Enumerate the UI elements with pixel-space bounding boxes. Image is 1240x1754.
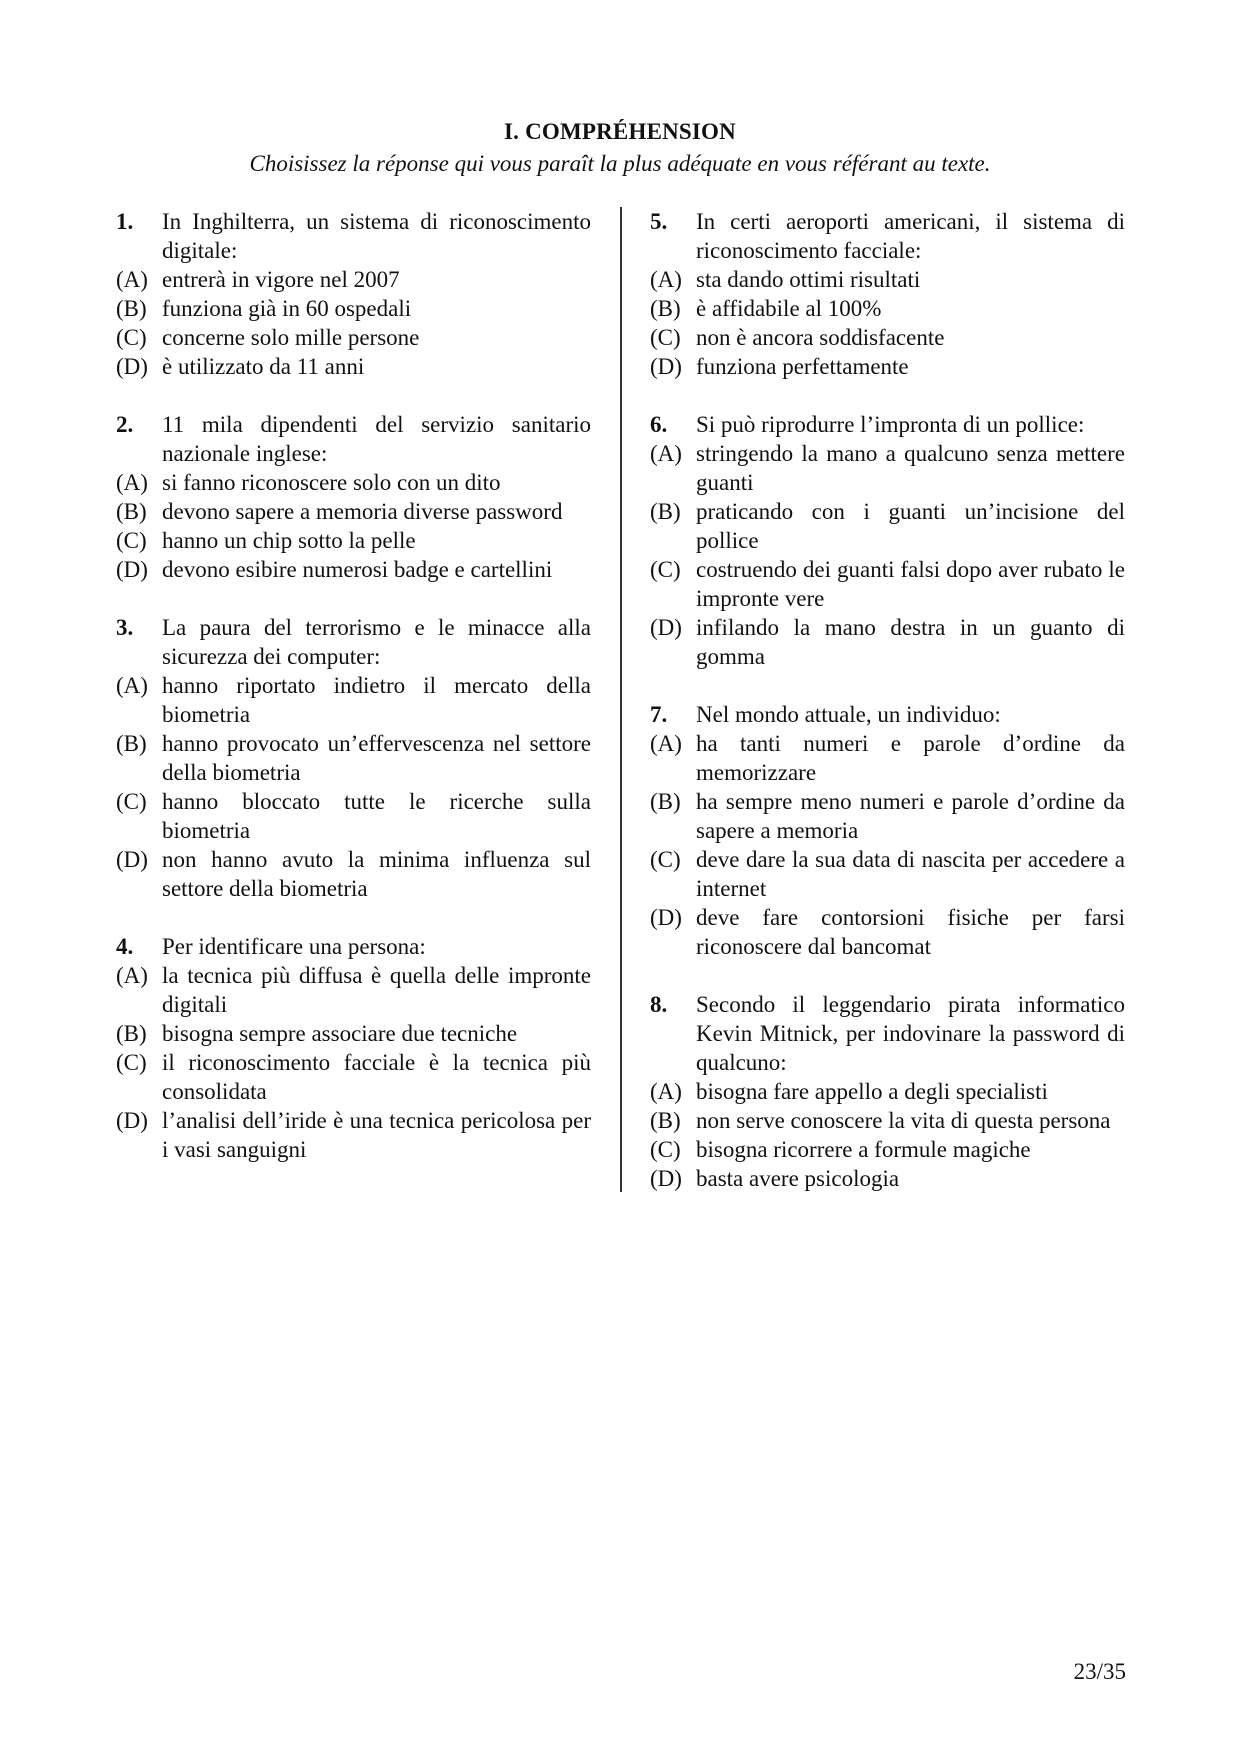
option-label: (C) [650,325,681,350]
option-text: non hanno avuto la minima influenza sul settore della biometria [162,847,591,901]
option-label: (A) [116,673,148,698]
option-text: è utilizzato da 11 anni [162,354,365,379]
option-label: (A) [650,1079,682,1104]
left-column [116,207,591,1193]
question-2 [116,410,591,584]
option-label: (D) [650,1166,682,1191]
option-label: (D) [116,847,148,872]
question-7 [650,700,1125,961]
option-c [650,845,1125,903]
option-label: (B) [116,731,147,756]
option-text: devono sapere a memoria diverse password [162,499,563,524]
option-text: infilando la mano destra in un guanto di gomma [696,615,1125,669]
question-8 [650,990,1125,1193]
option-d [650,903,1125,961]
option-a [116,265,591,294]
option-label: (B) [650,296,681,321]
question-text: Secondo il leggendario pirata informatico Kevin Mitnick, per indovinare la password di qualcuno: [696,992,1125,1075]
option-text: sta dando ottimi risultati [696,267,921,292]
option-c [650,1135,1125,1164]
option-label: (D) [116,354,148,379]
option-d [650,613,1125,671]
option-text: funziona già in 60 ospedali [162,296,412,321]
option-label: (D) [116,557,148,582]
section-header [0,116,1240,180]
option-text: funziona perfettamente [696,354,909,379]
option-d [116,555,591,584]
option-text: devono esibire numerosi badge e cartellini [162,557,553,582]
option-label: (D) [650,905,682,930]
option-d [116,352,591,381]
option-b [650,497,1125,555]
option-text: hanno bloccato tutte le ricerche sulla biometria [162,789,591,843]
option-label: (C) [116,1050,147,1075]
question-number: 3. [116,615,134,640]
option-label: (A) [650,441,682,466]
option-label: (D) [650,354,682,379]
option-label: (C) [116,325,147,350]
option-label: (A) [650,731,682,756]
question-number: 2. [116,412,134,437]
option-label: (A) [116,470,148,495]
question-5 [650,207,1125,381]
option-d [650,352,1125,381]
option-label: (A) [116,963,148,988]
option-b [650,294,1125,323]
question-text: In Inghilterra, un sistema di riconoscimento digitale: [162,209,591,263]
question-text: In certi aeroporti americani, il sistema di riconoscimento facciale: [696,209,1125,263]
option-c [116,1048,591,1106]
option-b [116,497,591,526]
option-a [116,961,591,1019]
option-text: bisogna sempre associare due tecniche [162,1021,518,1046]
option-text: ha sempre meno numeri e parole d’ordine da sapere a memoria [696,789,1125,843]
option-text: deve dare la sua data di nascita per accedere a internet [696,847,1125,901]
option-text: bisogna ricorrere a formule magiche [696,1137,1031,1162]
question-text: Nel mondo attuale, un individuo: [696,702,1001,727]
question-number: 1. [116,209,134,234]
question-1 [116,207,591,381]
option-c [650,323,1125,352]
question-number: 4. [116,934,134,959]
option-a [650,1077,1125,1106]
option-text: bisogna fare appello a degli specialisti [696,1079,1048,1104]
option-label: (B) [650,1108,681,1133]
option-text: entrerà in vigore nel 2007 [162,267,400,292]
option-a [650,265,1125,294]
option-b [116,294,591,323]
question-number: 7. [650,702,668,727]
option-text: praticando con i guanti un’incisione del pollice [696,499,1125,553]
option-b [650,787,1125,845]
option-b [116,729,591,787]
option-d [116,1106,591,1164]
question-text: 11 mila dipendenti del servizio sanitario nazionale inglese: [162,412,591,466]
option-label: (B) [116,499,147,524]
option-a [650,729,1125,787]
option-text: è affidabile al 100% [696,296,882,321]
option-c [650,555,1125,613]
question-text: La paura del terrorismo e le minacce alla sicurezza dei computer: [162,615,591,669]
option-c [116,323,591,352]
option-text: hanno provocato un’effervescenza nel settore della biometria [162,731,591,785]
option-d [116,845,591,903]
option-label: (A) [650,267,682,292]
option-label: (B) [116,296,147,321]
option-label: (C) [650,557,681,582]
option-a [650,439,1125,497]
question-text: Per identificare una persona: [162,934,426,959]
option-label: (A) [116,267,148,292]
option-text: il riconoscimento facciale è la tecnica più consolidata [162,1050,591,1104]
option-label: (C) [116,528,147,553]
question-3 [116,613,591,903]
option-text: stringendo la mano a qualcuno senza mettere guanti [696,441,1125,495]
option-label: (B) [650,789,681,814]
option-label: (B) [116,1021,147,1046]
question-4 [116,932,591,1164]
option-c [116,787,591,845]
option-text: concerne solo mille persone [162,325,420,350]
option-text: hanno riportato indietro il mercato della biometria [162,673,591,727]
option-text: si fanno riconoscere solo con un dito [162,470,501,495]
section-title: I. COMPRÉHENSION [504,119,736,144]
question-number: 5. [650,209,668,234]
question-number: 8. [650,992,668,1017]
option-label: (C) [116,789,147,814]
option-a [116,671,591,729]
option-text: hanno un chip sotto la pelle [162,528,416,553]
option-label: (B) [650,499,681,524]
question-number: 6. [650,412,668,437]
right-column [650,207,1125,1222]
option-text: deve fare contorsioni fisiche per farsi riconoscere dal bancomat [696,905,1125,959]
column-divider [620,207,622,1192]
option-text: costruendo dei guanti falsi dopo aver rubato le impronte vere [696,557,1125,611]
option-c [116,526,591,555]
option-b [650,1106,1125,1135]
option-label: (C) [650,1137,681,1162]
option-text: l’analisi dell’iride è una tecnica pericolosa per i vasi sanguigni [162,1108,591,1162]
option-label: (D) [116,1108,148,1133]
option-text: non è ancora soddisfacente [696,325,945,350]
option-text: non serve conoscere la vita di questa persona [696,1108,1111,1133]
option-label: (C) [650,847,681,872]
option-d [650,1164,1125,1193]
section-instructions: Choisissez la réponse qui vous paraît la plus adéquate en vous référant au texte. [249,151,991,176]
option-text: la tecnica più diffusa è quella delle impronte digitali [162,963,591,1017]
option-label: (D) [650,615,682,640]
option-text: ha tanti numeri e parole d’ordine da memorizzare [696,731,1125,785]
option-a [116,468,591,497]
option-text: basta avere psicologia [696,1166,900,1191]
page-number: 23/35 [1073,1659,1126,1684]
question-6 [650,410,1125,671]
question-text: Si può riprodurre l’impronta di un pollice: [696,412,1085,437]
option-b [116,1019,591,1048]
